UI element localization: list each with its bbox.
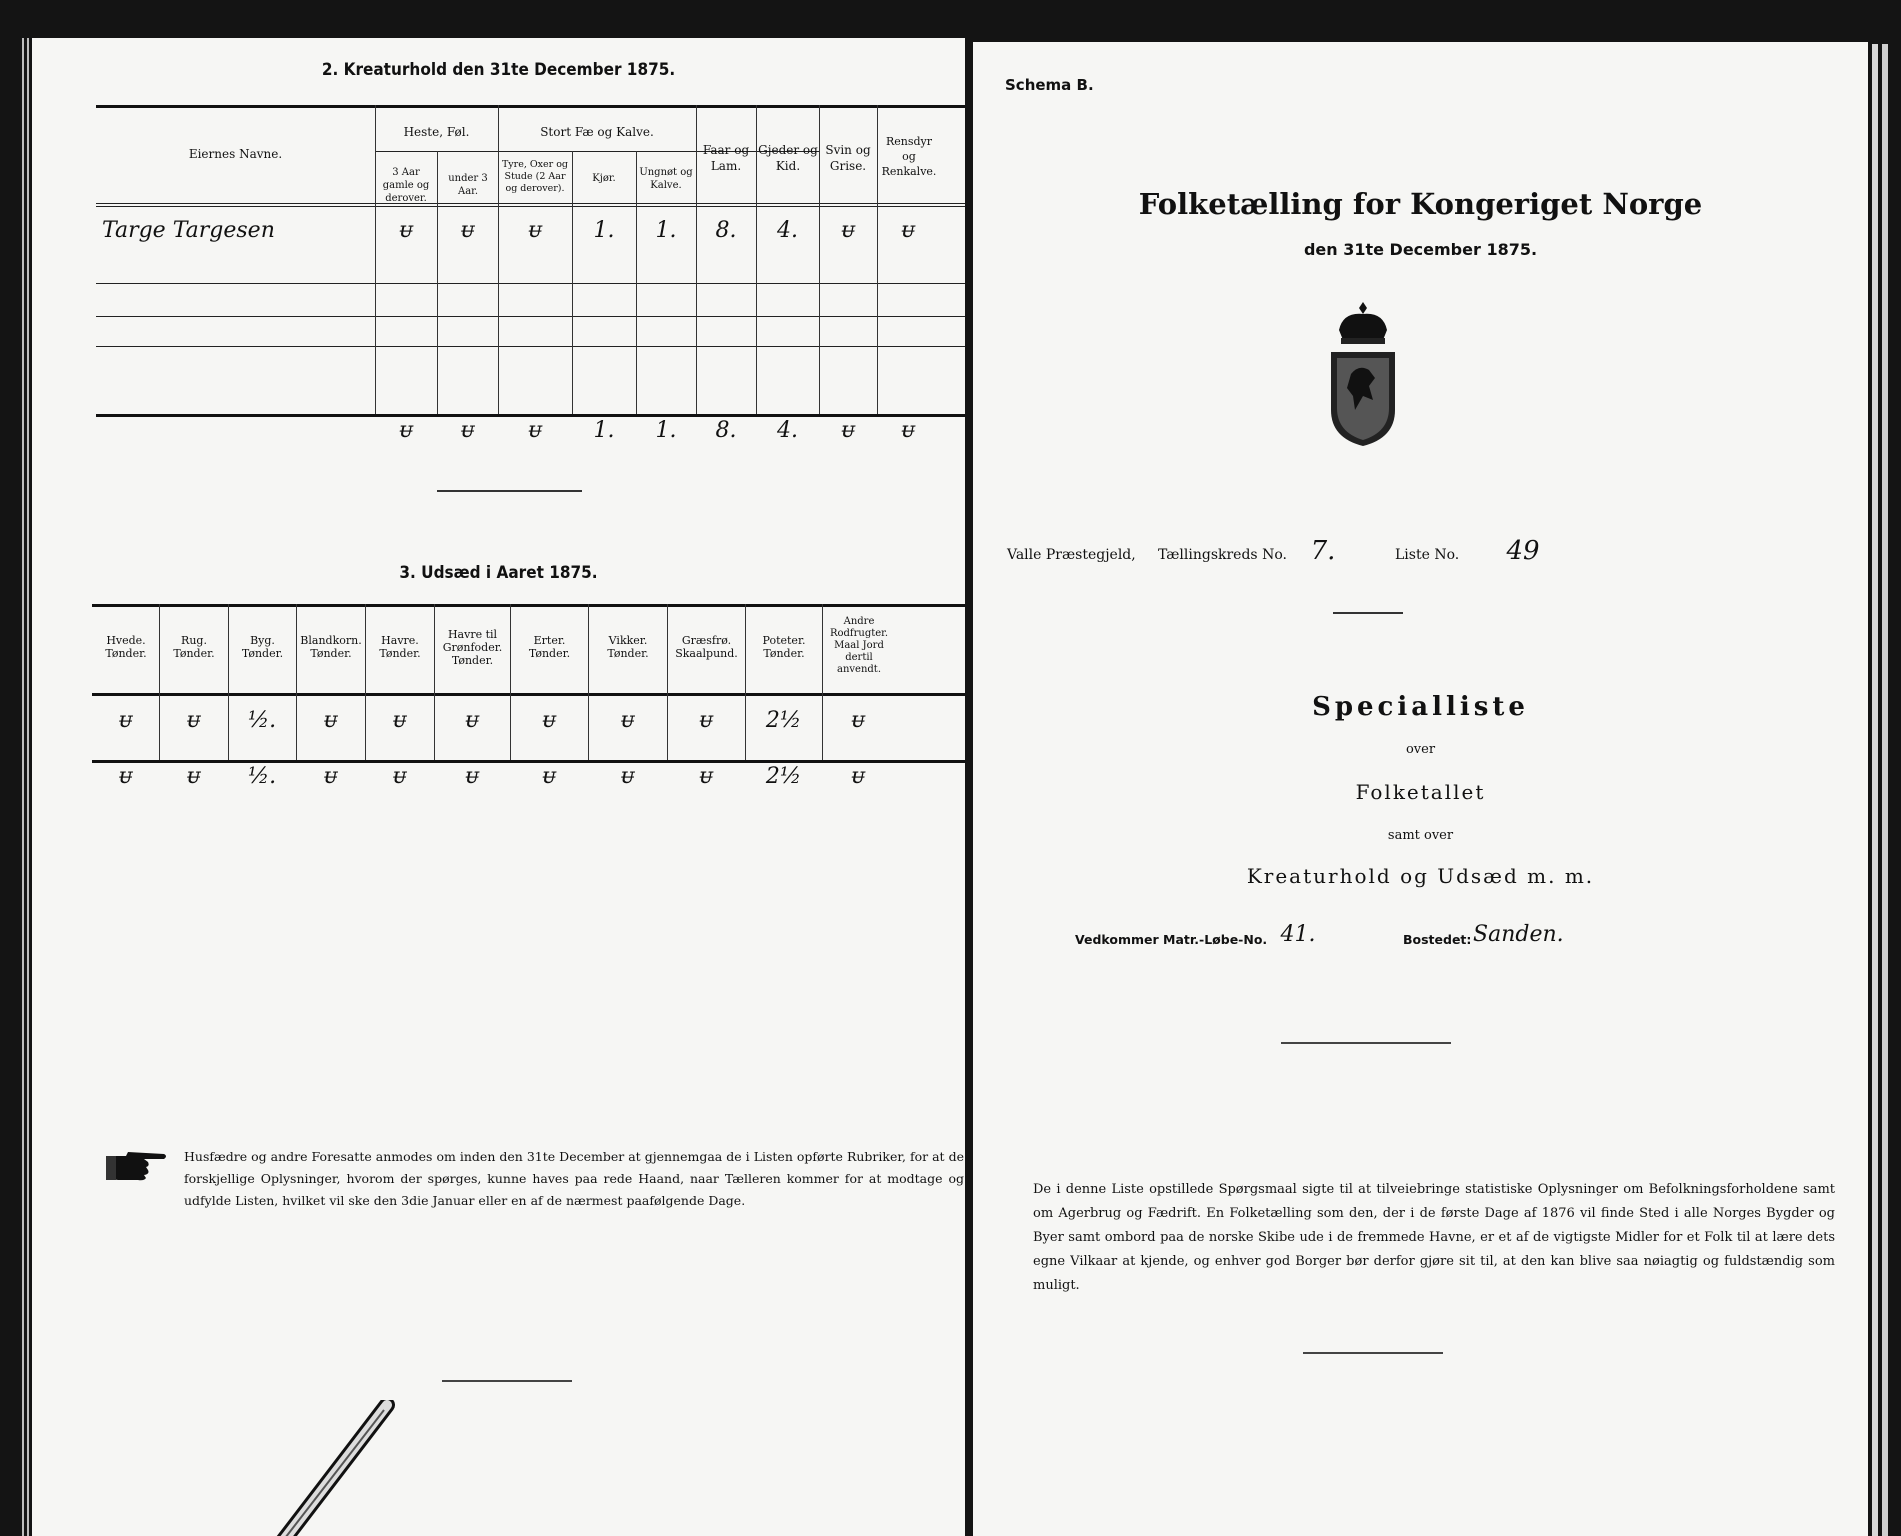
page-subtitle: den 31te December 1875. [1303, 240, 1538, 259]
livestock-value: ᵾ [528, 218, 542, 243]
sowing-value: ᵾ [851, 708, 865, 733]
livestock-total: 4. [777, 418, 798, 443]
sowing-column-header: Poteter. Tønder. [762, 634, 806, 660]
left-page [32, 38, 965, 1536]
list-number: 49 [1506, 536, 1540, 566]
sowing-value: ᵾ [699, 708, 713, 733]
sowing-total: ᵾ [324, 764, 337, 789]
divider [437, 490, 582, 492]
sowing-total: ᵾ [187, 764, 200, 789]
livestock-total: ᵾ [841, 418, 855, 443]
livestock-value: 1. [593, 218, 615, 243]
sowing-column-header: Blandkorn. Tønder. [300, 634, 362, 660]
livestock-value: ᵾ [399, 218, 413, 243]
sowing-column-header: Hvede. Tønder. [105, 634, 147, 660]
sowing-column-header: Havre til Grønfoder. Tønder. [442, 628, 503, 667]
pointing-hand-icon [104, 1148, 170, 1182]
parish-label: Valle Præstegjeld, [1007, 547, 1136, 563]
livestock-value: 4. [777, 218, 798, 243]
sowing-column-header: Rug. Tønder. [173, 634, 215, 660]
group-header-cattle: Stort Fæ og Kalve. [540, 125, 654, 139]
column-header: Tyre, Oxer og Stude (2 Aar og derover). [501, 159, 569, 194]
sowing-value: ᵾ [187, 708, 200, 733]
kreaturhold-text: Kreaturhold og Udsæd m. m. [1246, 864, 1595, 888]
list-label: Liste No. [1395, 547, 1460, 563]
livestock-title: 2. Kreaturhold den 31te December 1875. [321, 60, 676, 80]
group-header-horses: Heste, Føl. [403, 125, 470, 139]
page-edge [1872, 44, 1878, 1536]
livestock-total: 8. [715, 418, 737, 443]
sowing-total: ᵾ [393, 764, 406, 789]
sowing-value: ᵾ [324, 708, 337, 733]
sowing-title: 3. Udsæd i Aaret 1875. [399, 563, 598, 583]
samt-over-text: samt over [1387, 828, 1454, 843]
column-header: Svin og Grise. [825, 143, 871, 173]
divider [1303, 1352, 1443, 1354]
sowing-value: ᵾ [542, 708, 556, 733]
livestock-total: ᵾ [461, 418, 474, 443]
sowing-total: ᵾ [119, 764, 132, 789]
divider [442, 1380, 572, 1382]
column-header: 3 Aar gamle og derover. [382, 167, 430, 204]
page-title: Folketælling for Kongeriget Norge [1138, 187, 1703, 221]
sowing-column-header: Andre Rodfrugter. Maal Jord dertil anvendt. [829, 616, 889, 675]
pen-icon [262, 1400, 402, 1536]
sowing-column-header: Byg. Tønder. [241, 634, 284, 660]
schema-label: Schema B. [1005, 76, 1094, 94]
sowing-column-header: Græsfrø. Skaalpund. [675, 634, 738, 660]
intro-paragraph: De i denne Liste opstillede Spørgsmaal sigte til at tilveiebringe statistiske Oplysninger om Befolkningsforholdene samt om Agerbrug og Fædrift. En Folketælling som den, der i de første Dage af 1876 vil finde Sted i alle Norges Bygder og Byer samt ombord paa de norske Skibe ude i de fremmede Havne, er et af de vigtigste Midler for et Folk til at lære dets egne Vilkaar at kjende, og enhver god Borger bør derfor gjøre sit til, at den kan blive saa nøiagtig og fuldstændig som muligt. [1033, 1182, 1835, 1293]
column-header: Rensdyr og Renkalve. [881, 135, 937, 178]
specialliste-heading: Specialliste [1312, 692, 1529, 722]
column-header: Ungnøt og Kalve. [639, 167, 693, 191]
notice-text: Husfædre og andre Foresatte anmodes om inden den 31te December at gjennemgaa de i Listen opførte Rubriker, for at de forskjellige Oplysninger, hvorom der spørges, kunne haves paa rede Haand, naar Tælleren kommer for at modtage og udfylde Listen, hvilket vil ske den 3die Januar eller en af de nærmest paafølgende Dage. [184, 1149, 964, 1208]
sowing-value: ½. [247, 708, 277, 733]
bosted-value: Sanden. [1473, 922, 1564, 947]
district-number: 7. [1310, 536, 1336, 566]
livestock-total: ᵾ [901, 418, 915, 443]
right-page [973, 42, 1868, 1536]
livestock-value: 8. [715, 218, 737, 243]
sowing-value: 2½ [765, 708, 802, 733]
column-header: under 3 Aar. [448, 173, 488, 197]
column-header: Kjør. [592, 173, 616, 184]
livestock-value: ᵾ [901, 218, 915, 243]
matr-number: 41. [1280, 922, 1316, 947]
page-edge [1882, 44, 1888, 1536]
folketallet-text: Folketallet [1355, 780, 1486, 804]
sowing-value: ᵾ [621, 708, 634, 733]
column-header: Faar og Lam. [702, 143, 750, 173]
sowing-total: ᵾ [851, 764, 865, 789]
livestock-value: ᵾ [461, 218, 474, 243]
livestock-total: 1. [655, 418, 677, 443]
owner-header: Eiernes Navne. [188, 147, 283, 161]
sowing-value: ᵾ [393, 708, 406, 733]
sowing-column-header: Erter. Tønder. [528, 634, 571, 660]
district-label: Tællingskreds No. [1158, 547, 1287, 563]
livestock-value: ᵾ [841, 218, 855, 243]
divider [1281, 1042, 1451, 1044]
bosted-label: Bostedet: [1403, 932, 1472, 947]
matr-label: Vedkommer Matr.-Løbe-No. [1075, 932, 1268, 947]
divider [1333, 612, 1403, 614]
livestock-value: 1. [655, 218, 677, 243]
sowing-column-header: Vikker. Tønder. [607, 634, 649, 660]
coat-of-arms-icon [1323, 300, 1403, 448]
sowing-total: ᵾ [699, 764, 713, 789]
sowing-column-header: Havre. Tønder. [379, 634, 421, 660]
sowing-value: ᵾ [465, 708, 479, 733]
page-edge [27, 38, 29, 1536]
sowing-total: ᵾ [542, 764, 556, 789]
livestock-total: ᵾ [528, 418, 542, 443]
sowing-total: ᵾ [621, 764, 634, 789]
over-text: over [1405, 742, 1436, 757]
livestock-total: 1. [593, 418, 615, 443]
owner-name: Targe Targesen [102, 218, 275, 243]
column-header: Gjeder og Kid. [758, 143, 818, 173]
livestock-total: ᵾ [399, 418, 413, 443]
sowing-value: ᵾ [119, 708, 132, 733]
sowing-total: ½. [247, 764, 277, 789]
sowing-total: ᵾ [465, 764, 479, 789]
page-edge [22, 38, 24, 1536]
sowing-total: 2½ [765, 764, 802, 789]
